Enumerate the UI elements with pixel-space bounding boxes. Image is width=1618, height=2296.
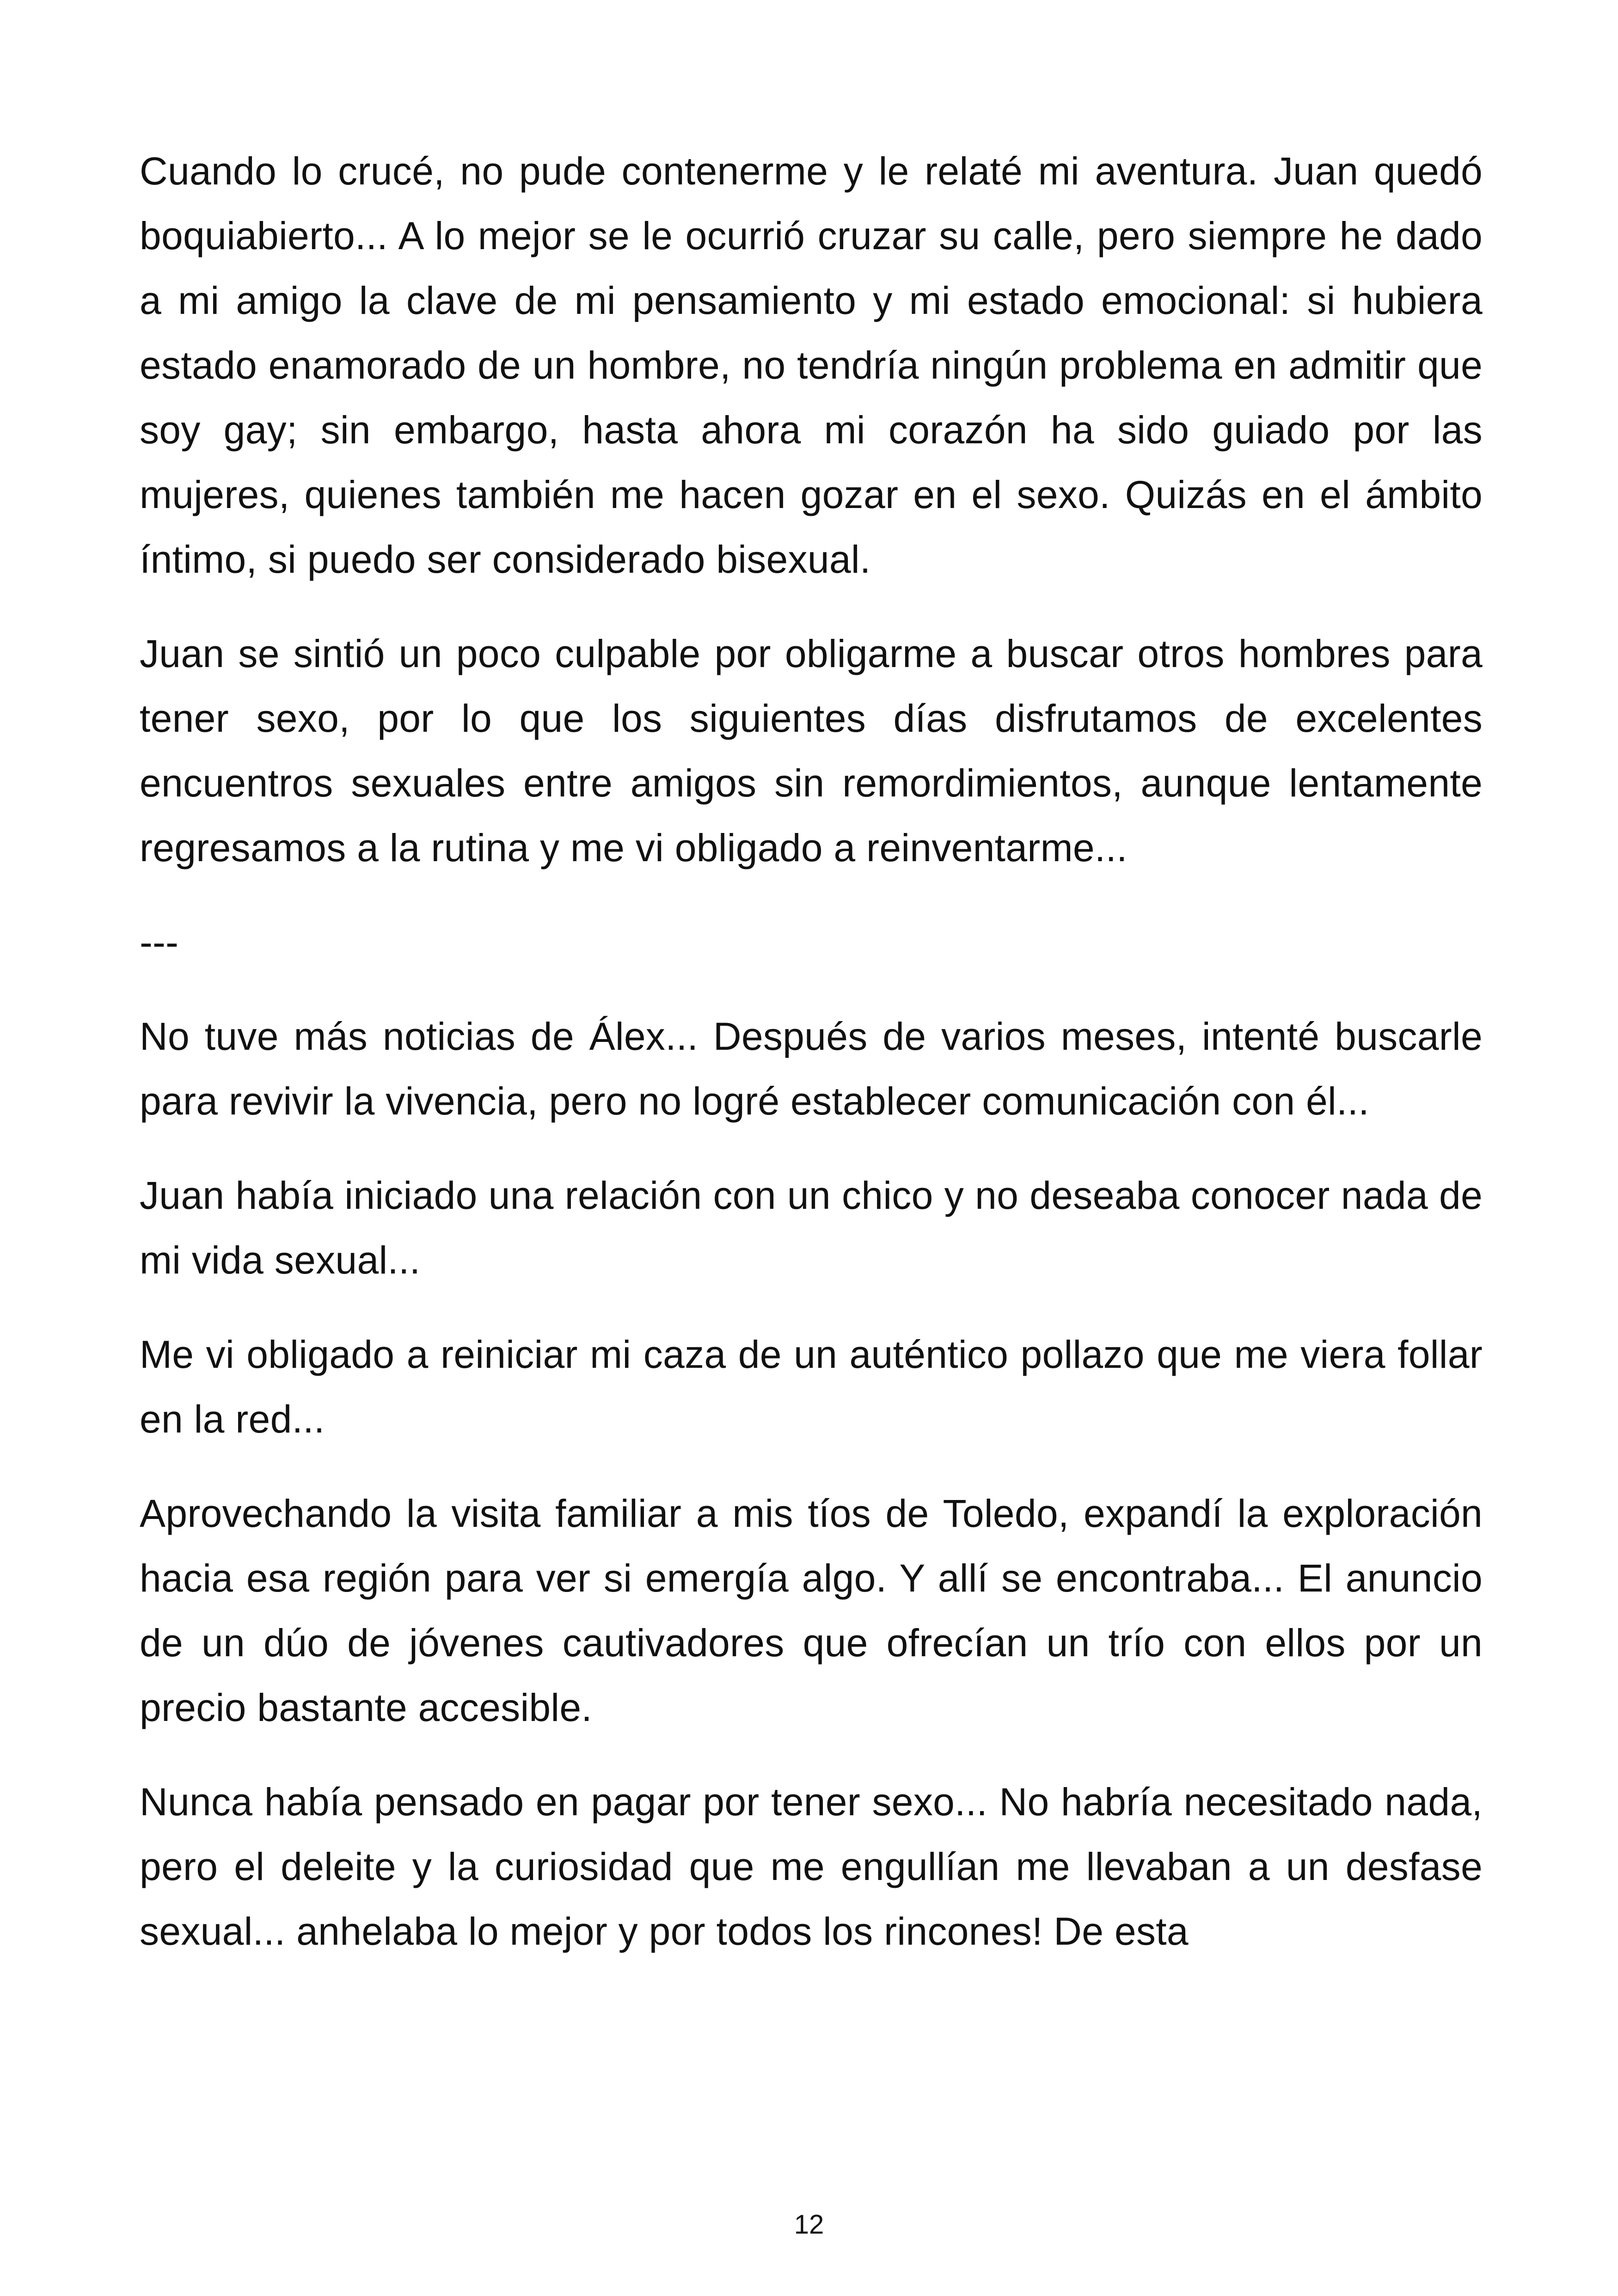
paragraph-2: Juan se sintió un poco culpable por obligarme a buscar otros hombres para tener sexo, por lo que los siguientes días disfrutamos de excelentes encuentros sexuales entre amigos sin remordimientos, aunque lentamente regresamos a la rutina y me vi obligado a reinventarme... [140, 632, 1483, 869]
paragraph-1: Cuando lo crucé, no pude contenerme y le relaté mi aventura. Juan quedó boquiabierto... A lo mejor se le ocurrió cruzar su calle, pero siempre he dado a mi amigo la clave de mi pensamiento y mi estado emocional: si hubiera estado enamorado de un hombre, no tendría ningún problema en admitir que soy gay; sin embargo, hasta ahora mi corazón ha sido guiado por las mujeres, quienes también me hacen gozar en el sexo. Quizás en el ámbito íntimo, si puedo ser considerado bisexual. [140, 149, 1483, 581]
body-text [140, 139, 1483, 1993]
page-number: 12 [794, 2210, 824, 2240]
section-separator: --- [140, 920, 178, 964]
paragraph-3: No tuve más noticias de Álex... Después de varios meses, intenté buscarle para revivir la vivencia, pero no logré establecer comunicación con él... [140, 1015, 1483, 1123]
paragraph-6: Aprovechando la visita familiar a mis tíos de Toledo, expandí la exploración hacia esa región para ver si emergía algo. Y allí se encontraba... El anuncio de un dúo de jóvenes cautivadores que ofrecían un trío con ellos por un precio bastante accesible. [140, 1492, 1483, 1729]
paragraph-7: Nunca había pensado en pagar por tener sexo... No habría necesitado nada, pero el deleite y la curiosidad que me engullían me llevaban a un desfase sexual... anhelaba lo mejor y por todos los rincones! De esta [140, 1780, 1483, 1953]
paragraph-5: Me vi obligado a reiniciar mi caza de un auténtico pollazo que me viera follar en la red... [140, 1333, 1483, 1441]
paragraph-4: Juan había iniciado una relación con un chico y no deseaba conocer nada de mi vida sexual... [140, 1174, 1483, 1282]
